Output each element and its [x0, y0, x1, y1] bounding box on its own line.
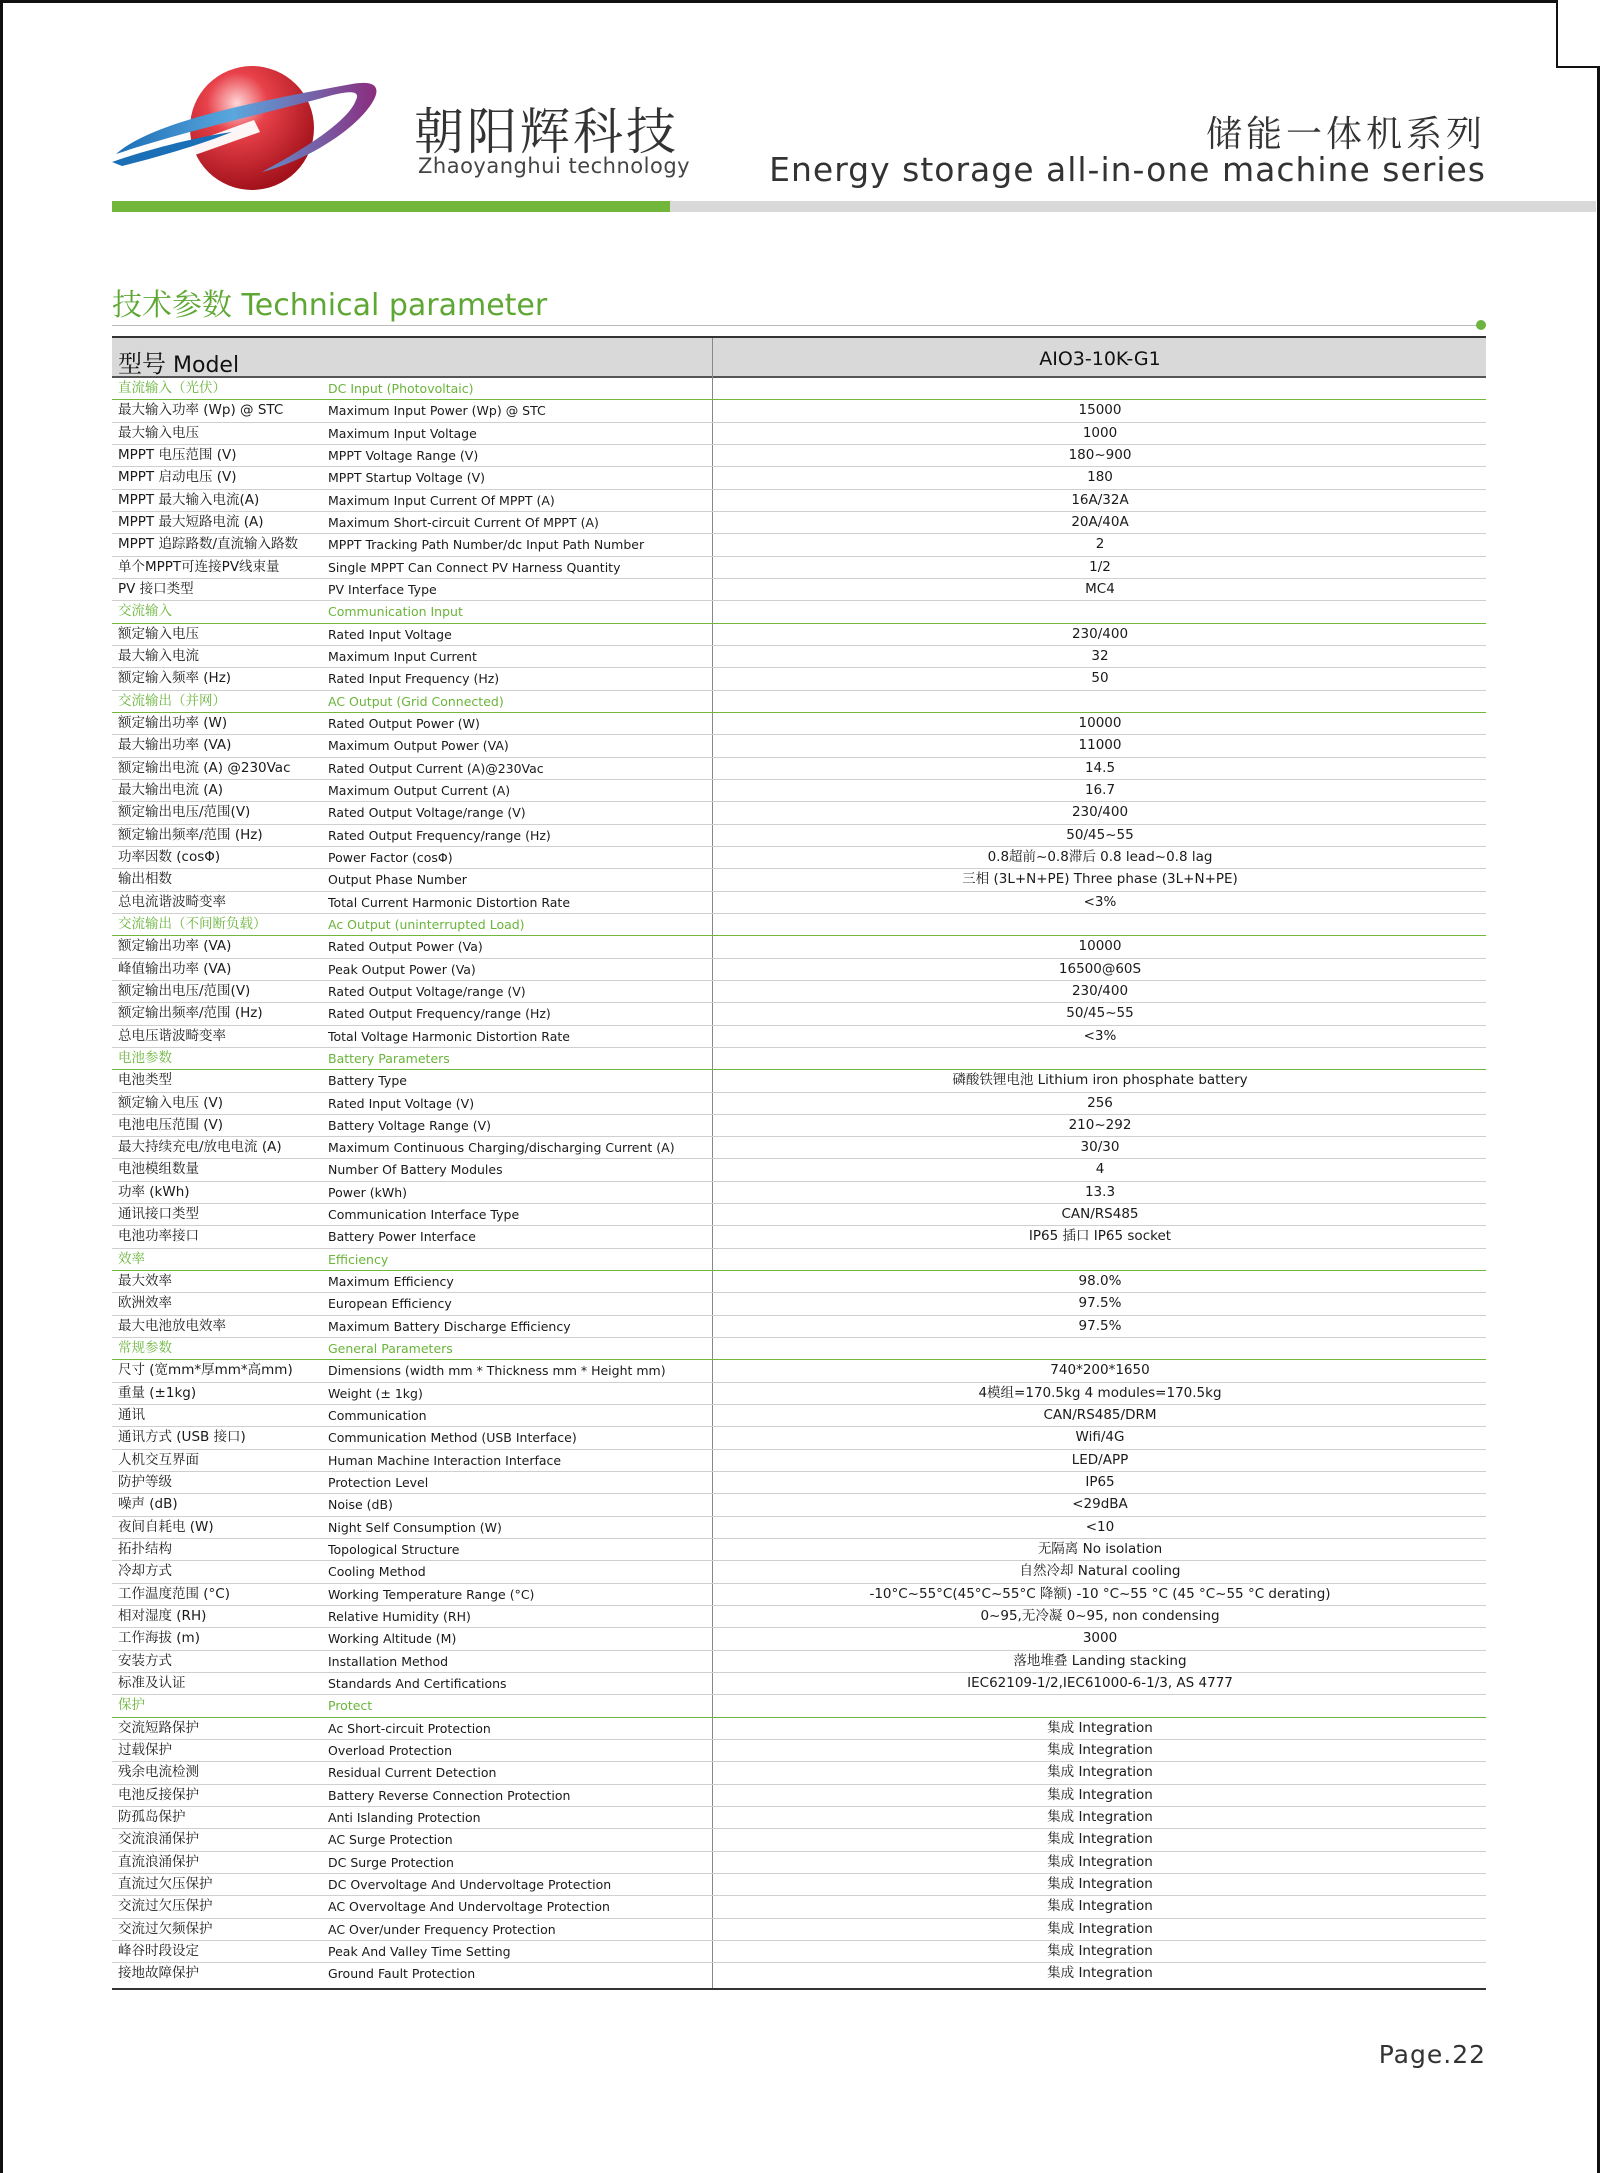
param-name-en: Residual Current Detection — [328, 1765, 497, 1781]
table-row — [112, 1606, 1486, 1628]
table-body — [112, 378, 1486, 1986]
param-name-cn: 防孤岛保护 — [118, 1809, 186, 1825]
table-row — [112, 780, 1486, 802]
table-row — [112, 1159, 1486, 1181]
param-name-en: Power (kWh) — [328, 1184, 408, 1200]
param-value: MC4 — [1085, 580, 1115, 597]
param-name-en: Rated Output Power (W) — [328, 715, 480, 731]
section-header-row — [112, 1695, 1486, 1717]
table-row — [112, 981, 1486, 1003]
param-name-en: Protection Level — [328, 1475, 429, 1491]
param-name-en: Rated Input Frequency (Hz) — [328, 671, 500, 687]
param-name-cn: 电池反接保护 — [118, 1786, 199, 1803]
param-name-en: Maximum Input Current Of MPPT (A) — [328, 492, 555, 508]
param-name-cn: 峰值输出功率 (VA) — [118, 960, 232, 977]
param-name-en: Power Factor (cosΦ) — [328, 849, 453, 865]
param-name-cn: 直流过欠压保护 — [118, 1875, 213, 1892]
param-value: 集成 Integration — [1047, 1786, 1153, 1803]
param-name-en: Number Of Battery Modules — [328, 1162, 503, 1178]
model-header-label — [118, 344, 239, 379]
header-rule-gray — [670, 201, 1596, 212]
param-name-en: Ground Fault Protection — [328, 1966, 476, 1982]
param-name-cn: 额定输出电压/范围(V) — [118, 804, 251, 821]
table-row — [112, 1137, 1486, 1159]
param-name-cn: 总电流谐波畸变率 — [118, 893, 226, 910]
param-value: CAN/RS485 — [1061, 1206, 1139, 1223]
param-value: 13.3 — [1084, 1183, 1116, 1200]
param-name-cn: 残余电流检测 — [118, 1764, 199, 1781]
param-value: 16500@60S — [1058, 960, 1142, 977]
param-name-en: Rated Output Voltage/range (V) — [328, 983, 526, 999]
param-value: <29dBA — [1072, 1496, 1128, 1513]
param-value: <3% — [1083, 1027, 1117, 1044]
param-value: 97.5% — [1078, 1295, 1122, 1312]
section-title: 技术参数 Technical parameter — [112, 288, 548, 323]
table-row — [112, 1316, 1486, 1338]
param-value: 集成 Integration — [1047, 1742, 1153, 1759]
param-value: 集成 Integration — [1047, 1920, 1153, 1937]
param-name-en: AC Overvoltage And Undervoltage Protection — [328, 1899, 610, 1915]
param-name-cn: 额定输出电压/范围(V) — [118, 982, 251, 999]
table-row — [112, 1628, 1486, 1650]
param-value: 10000 — [1078, 938, 1122, 955]
section-header-row — [112, 1338, 1486, 1360]
param-name-en: Human Machine Interaction Interface — [328, 1452, 562, 1468]
table-row — [112, 1383, 1486, 1405]
table-row — [112, 1963, 1486, 1985]
param-name-cn: 交流输入 — [118, 603, 172, 620]
company-logo — [112, 62, 384, 194]
param-name-cn: 工作温度范围 (°C) — [118, 1585, 231, 1602]
param-name-cn: 最大输出电流 (A) — [118, 781, 224, 798]
section-header-row — [112, 378, 1486, 400]
table-row — [112, 1115, 1486, 1137]
param-name-en: Rated Output Power (Va) — [328, 939, 483, 955]
param-name-cn: MPPT 启动电压 (V) — [118, 469, 237, 486]
param-name-cn: PV 接口类型 — [118, 580, 194, 597]
param-name-en: AC Output (Grid Connected) — [328, 693, 504, 709]
param-name-en: Communication Input — [328, 604, 463, 620]
param-name-cn: MPPT 最大输入电流(A) — [118, 491, 260, 508]
table-row — [112, 668, 1486, 690]
param-value: 256 — [1087, 1094, 1113, 1111]
param-name-cn: 通讯方式 (USB 接口) — [118, 1429, 246, 1446]
table-row — [112, 1182, 1486, 1204]
param-value: 三相 (3L+N+PE) Three phase (3L+N+PE) — [962, 871, 1238, 888]
param-name-en: MPPT Tracking Path Number/dc Input Path Number — [328, 537, 645, 553]
param-value: 1000 — [1082, 424, 1118, 441]
param-name-en: Battery Voltage Range (V) — [328, 1117, 491, 1133]
param-name-cn: 安装方式 — [118, 1652, 172, 1669]
param-value: 98.0% — [1078, 1273, 1122, 1290]
param-name-en: Rated Input Voltage — [328, 626, 452, 642]
table-row — [112, 1472, 1486, 1494]
param-name-cn: 最大输入电压 — [118, 424, 199, 441]
table-row — [112, 869, 1486, 891]
brand-name-chinese: 朝阳辉科技 — [414, 103, 679, 161]
param-value: 1/2 — [1089, 558, 1111, 575]
param-name-cn: 单个MPPT可连接PV线束量 — [118, 558, 280, 575]
param-name-cn: 冷却方式 — [118, 1563, 172, 1580]
param-name-en: Anti Islanding Protection — [328, 1810, 481, 1825]
param-name-cn: 夜间自耗电 (W) — [118, 1518, 214, 1535]
param-name-en: Rated Output Current (A)@230Vac — [328, 760, 544, 776]
table-row — [112, 802, 1486, 824]
param-name-cn: 交流浪涌保护 — [118, 1831, 199, 1848]
param-name-cn: 通讯接口类型 — [118, 1206, 199, 1223]
brand-name-english: Zhaoyanghui technology — [418, 154, 691, 178]
table-row — [112, 892, 1486, 914]
param-name-en: Installation Method — [328, 1653, 449, 1669]
table-row — [112, 1026, 1486, 1048]
param-value: 集成 Integration — [1047, 1809, 1153, 1825]
param-name-cn: 标准及认证 — [118, 1675, 186, 1692]
param-value: -10°C~55°C(45°C~55°C 降额) -10 °C~55 °C (45 °C~55 °C derating) — [869, 1585, 1331, 1602]
param-name-en: Maximum Short-circuit Current Of MPPT (A) — [328, 514, 599, 530]
param-value: <10 — [1085, 1518, 1115, 1535]
header-rule-green — [112, 201, 670, 212]
param-value: 集成 Integration — [1047, 1942, 1153, 1959]
table-row — [112, 735, 1486, 757]
param-name-en: Cooling Method — [328, 1564, 426, 1580]
param-name-en: Ac Short-circuit Protection — [328, 1720, 491, 1736]
param-name-en: Maximum Efficiency — [328, 1274, 454, 1290]
table-row — [112, 1093, 1486, 1115]
param-value: IP65 — [1085, 1474, 1115, 1491]
table-row — [112, 512, 1486, 534]
param-name-en: Single MPPT Can Connect PV Harness Quantity — [328, 559, 621, 575]
param-name-cn: 峰谷时段设定 — [118, 1942, 199, 1959]
table-row — [112, 1584, 1486, 1606]
param-value: 落地堆叠 Landing stacking — [1013, 1652, 1187, 1669]
table-row — [112, 713, 1486, 735]
param-value: 180 — [1087, 469, 1113, 486]
table-row — [112, 825, 1486, 847]
table-row — [112, 445, 1486, 467]
param-name-cn: 电池功率接口 — [118, 1228, 199, 1245]
param-name-en: Communication Interface Type — [328, 1207, 520, 1223]
table-row — [112, 1427, 1486, 1449]
model-name: AIO3-10K-G1 — [1039, 348, 1161, 370]
param-name-cn: 噪声 (dB) — [118, 1496, 178, 1513]
table-row — [112, 1405, 1486, 1427]
param-value: 14.5 — [1084, 759, 1116, 776]
param-name-cn: 最大效率 — [118, 1273, 172, 1290]
param-value: 230/400 — [1071, 625, 1129, 642]
param-value: 32 — [1091, 647, 1109, 664]
param-name-cn: 交流过欠频保护 — [118, 1920, 213, 1937]
param-value: 集成 Integration — [1047, 1853, 1153, 1870]
param-name-en: Battery Type — [328, 1073, 407, 1089]
param-name-cn: 通讯 — [118, 1407, 145, 1424]
param-name-cn: 额定输出频率/范围 (Hz) — [118, 826, 263, 843]
param-name-en: Battery Power Interface — [328, 1229, 476, 1245]
param-name-cn: 电池电压范围 (V) — [118, 1116, 224, 1133]
param-name-en: MPPT Startup Voltage (V) — [328, 470, 486, 486]
section-header-row — [112, 914, 1486, 936]
param-name-en: Rated Output Voltage/range (V) — [328, 805, 526, 821]
param-name-cn: 欧洲效率 — [118, 1295, 172, 1312]
param-name-cn: 交流短路保护 — [118, 1719, 199, 1736]
table-row — [112, 1070, 1486, 1092]
page-corner-tab — [1556, 0, 1600, 68]
table-row — [112, 490, 1486, 512]
table-row — [112, 646, 1486, 668]
param-name-en: PV Interface Type — [328, 581, 437, 597]
param-name-cn: 接地故障保护 — [118, 1965, 199, 1982]
table-row — [112, 1561, 1486, 1583]
param-value: 50/45~55 — [1066, 1005, 1134, 1022]
param-value: 0.8超前~0.8滞后 0.8 lead~0.8 lag — [987, 848, 1213, 865]
param-value: 11000 — [1078, 737, 1122, 754]
param-name-cn: 效率 — [118, 1250, 145, 1267]
param-name-en: Protect — [328, 1698, 373, 1714]
table-row — [112, 1651, 1486, 1673]
param-name-cn: 尺寸 (宽mm*厚mm*高mm) — [118, 1362, 293, 1379]
table-row — [112, 1874, 1486, 1896]
param-value: 180~900 — [1068, 446, 1132, 463]
table-row — [112, 1271, 1486, 1293]
table-row — [112, 1941, 1486, 1963]
param-name-en: DC Overvoltage And Undervoltage Protection — [328, 1876, 612, 1892]
param-name-en: MPPT Voltage Range (V) — [328, 447, 479, 463]
param-name-en: Dimensions (width mm * Thickness mm * Height mm) — [328, 1363, 666, 1379]
param-value: 集成 Integration — [1047, 1898, 1153, 1915]
param-name-cn: 直流浪涌保护 — [118, 1853, 199, 1870]
table-row — [112, 936, 1486, 958]
param-name-en: Communication — [328, 1408, 427, 1424]
table-row — [112, 1807, 1486, 1829]
param-value: 50 — [1091, 670, 1109, 687]
section-header-row — [112, 1048, 1486, 1070]
param-name-en: Working Temperature Range (°C) — [328, 1586, 535, 1602]
param-name-en: Relative Humidity (RH) — [328, 1609, 471, 1625]
table-row — [112, 1762, 1486, 1784]
param-name-cn: 保护 — [118, 1697, 145, 1714]
table-row — [112, 1785, 1486, 1807]
param-name-en: Total Current Harmonic Distortion Rate — [328, 894, 571, 910]
param-name-en: Efficiency — [328, 1251, 389, 1267]
param-name-cn: 拓扑结构 — [118, 1541, 172, 1558]
param-name-cn: 输出相数 — [118, 871, 172, 888]
param-value: 15000 — [1078, 402, 1122, 419]
param-name-en: Overload Protection — [328, 1743, 452, 1759]
param-name-cn: MPPT 追踪路数/直流输入路数 — [118, 536, 299, 553]
param-value: 无隔离 No isolation — [1037, 1541, 1163, 1558]
param-value: 16.7 — [1084, 781, 1116, 798]
param-value: 集成 Integration — [1047, 1875, 1153, 1892]
param-name-cn: 最大电池放电效率 — [118, 1317, 226, 1334]
title-dot — [1476, 320, 1486, 330]
param-name-en: Working Altitude (M) — [328, 1631, 457, 1647]
table-row — [112, 624, 1486, 646]
param-name-en: Maximum Continuous Charging/discharging Current (A) — [328, 1140, 675, 1156]
param-name-cn: 工作海拔 (m) — [118, 1630, 200, 1647]
series-title-chinese: 储能一体机系列 — [1205, 114, 1486, 155]
table-row — [112, 1204, 1486, 1226]
param-name-cn: 最大输出功率 (VA) — [118, 737, 232, 754]
spec-table — [112, 336, 1486, 1990]
param-name-en: Topological Structure — [328, 1542, 460, 1558]
param-name-en: Rated Input Voltage (V) — [328, 1095, 475, 1111]
table-row — [112, 1718, 1486, 1740]
param-value: CAN/RS485/DRM — [1043, 1407, 1157, 1424]
table-row — [112, 1896, 1486, 1918]
model-header-cn: 型号 — [118, 350, 166, 378]
param-value: 集成 Integration — [1047, 1831, 1153, 1848]
param-name-en: Maximum Output Current (A) — [328, 782, 511, 798]
param-name-en: Peak And Valley Time Setting — [328, 1943, 511, 1959]
param-value: 30/30 — [1080, 1139, 1120, 1156]
param-name-cn: 额定输出功率 (VA) — [118, 938, 232, 955]
param-name-en: Battery Reverse Connection Protection — [328, 1787, 571, 1803]
param-name-cn: MPPT 最大短路电流 (A) — [118, 513, 264, 530]
table-row — [112, 1740, 1486, 1762]
param-name-cn: 直流输入（光伏） — [118, 380, 226, 396]
table-row — [112, 1829, 1486, 1851]
param-name-en: Standards And Certifications — [328, 1676, 507, 1692]
param-value: Wifi/4G — [1075, 1429, 1125, 1446]
table-row — [112, 400, 1486, 422]
section-header-row — [112, 691, 1486, 713]
param-value: 2 — [1095, 536, 1105, 553]
param-name-cn: 防护等级 — [118, 1474, 172, 1491]
param-value: 10000 — [1078, 714, 1122, 731]
series-title-english: Energy storage all-in-one machine series — [769, 150, 1486, 189]
param-name-cn: 额定输出电流 (A) @230Vac — [118, 759, 291, 776]
param-value: LED/APP — [1071, 1451, 1129, 1468]
param-name-cn: 交流输出（不间断负载） — [118, 915, 267, 932]
table-row — [112, 467, 1486, 489]
param-name-cn: 总电压谐波畸变率 — [118, 1027, 226, 1044]
param-name-cn: 相对湿度 (RH) — [118, 1608, 207, 1625]
param-value: 230/400 — [1071, 804, 1129, 821]
page-number: Page.22 — [1378, 2040, 1486, 2069]
table-row — [112, 423, 1486, 445]
param-name-en: Maximum Input Current — [328, 648, 477, 664]
param-name-en: Rated Output Frequency/range (Hz) — [328, 1006, 551, 1022]
title-divider — [112, 325, 1480, 326]
param-name-en: Maximum Output Power (VA) — [328, 738, 509, 754]
param-name-en: Output Phase Number — [328, 872, 467, 888]
param-name-cn: 人机交互界面 — [118, 1451, 199, 1468]
table-header — [112, 338, 1486, 378]
param-name-en: Night Self Consumption (W) — [328, 1519, 502, 1535]
param-value: 20A/40A — [1071, 513, 1129, 530]
section-header-row — [112, 601, 1486, 623]
param-name-en: Weight (± 1kg) — [328, 1385, 423, 1401]
table-row — [112, 534, 1486, 556]
table-row — [112, 959, 1486, 981]
param-name-en: DC Surge Protection — [328, 1854, 454, 1870]
param-value: 97.5% — [1078, 1317, 1122, 1334]
param-name-en: Communication Method (USB Interface) — [328, 1430, 577, 1446]
param-name-cn: 额定输出功率 (W) — [118, 714, 228, 731]
param-name-cn: 功率 (kWh) — [118, 1183, 190, 1200]
table-row — [112, 1517, 1486, 1539]
param-name-cn: 额定输出频率/范围 (Hz) — [118, 1005, 263, 1022]
param-name-en: Peak Output Power (Va) — [328, 961, 476, 977]
param-value: 磷酸铁锂电池 Lithium iron phosphate battery — [952, 1072, 1248, 1089]
param-value: 50/45~55 — [1066, 826, 1134, 843]
param-name-cn: 常规参数 — [118, 1340, 172, 1357]
param-value: IP65 插口 IP65 socket — [1028, 1228, 1172, 1245]
table-row — [112, 579, 1486, 601]
table-row — [112, 557, 1486, 579]
param-name-cn: 最大输入电流 — [118, 647, 199, 664]
table-row — [112, 1919, 1486, 1941]
param-value: 4 — [1095, 1161, 1105, 1178]
param-name-cn: 交流过欠压保护 — [118, 1898, 213, 1915]
param-value: 4模组=170.5kg 4 modules=170.5kg — [978, 1384, 1222, 1401]
table-row — [112, 1293, 1486, 1315]
table-row — [112, 1226, 1486, 1248]
param-name-cn: 重量 (±1kg) — [118, 1384, 197, 1401]
table-row — [112, 1539, 1486, 1561]
param-value: 集成 Integration — [1047, 1719, 1153, 1736]
param-name-cn: 电池类型 — [118, 1072, 172, 1089]
param-value: 16A/32A — [1071, 491, 1129, 508]
model-header-en: Model — [173, 353, 240, 378]
param-value: 自然冷却 Natural cooling — [1019, 1563, 1181, 1580]
param-name-cn: 额定输入电压 — [118, 625, 199, 642]
param-name-en: Total Voltage Harmonic Distortion Rate — [328, 1028, 570, 1044]
param-name-en: Maximum Input Voltage — [328, 425, 477, 441]
param-name-en: DC Input (Photovoltaic) — [328, 381, 474, 396]
param-value: 集成 Integration — [1047, 1764, 1153, 1781]
param-name-en: Maximum Input Power (Wp) @ STC — [328, 403, 546, 419]
table-row — [112, 1003, 1486, 1025]
param-value: 740*200*1650 — [1050, 1362, 1150, 1379]
param-name-cn: 额定输入频率 (Hz) — [118, 670, 232, 687]
param-name-cn: 电池模组数量 — [118, 1161, 199, 1178]
param-name-en: General Parameters — [328, 1341, 453, 1357]
param-name-en: AC Over/under Frequency Protection — [328, 1921, 556, 1937]
param-name-cn: 额定输入电压 (V) — [118, 1094, 224, 1111]
param-value: 3000 — [1082, 1630, 1118, 1647]
param-value: 230/400 — [1071, 982, 1129, 999]
param-name-cn: 最大持续充电/放电电流 (A) — [118, 1139, 282, 1156]
param-name-cn: 电池参数 — [118, 1049, 172, 1066]
table-row — [112, 1673, 1486, 1695]
table-row — [112, 1494, 1486, 1516]
table-row — [112, 758, 1486, 780]
param-value: 集成 Integration — [1047, 1965, 1153, 1982]
param-name-en: Maximum Battery Discharge Efficiency — [328, 1318, 571, 1334]
table-row — [112, 1852, 1486, 1874]
param-name-cn: 过载保护 — [118, 1742, 172, 1759]
param-name-cn: 交流输出（并网） — [118, 692, 226, 709]
param-name-cn: MPPT 电压范围 (V) — [118, 446, 237, 463]
param-name-en: Rated Output Frequency/range (Hz) — [328, 827, 551, 843]
param-name-en: Battery Parameters — [328, 1050, 450, 1066]
param-name-en: Ac Output (uninterrupted Load) — [328, 916, 525, 932]
param-value: 210~292 — [1068, 1116, 1132, 1133]
param-value: 0~95,无冷凝 0~95, non condensing — [980, 1608, 1220, 1625]
table-row — [112, 1450, 1486, 1472]
param-name-en: AC Surge Protection — [328, 1832, 453, 1848]
table-row — [112, 1360, 1486, 1382]
param-name-en: European Efficiency — [328, 1296, 452, 1312]
table-row — [112, 847, 1486, 869]
param-name-en: Noise (dB) — [328, 1497, 393, 1513]
param-name-cn: 功率因数 (cosΦ) — [118, 848, 221, 865]
param-value: <3% — [1083, 893, 1117, 910]
param-value: IEC62109-1/2,IEC61000-6-1/3, AS 4777 — [967, 1675, 1233, 1692]
section-header-row — [112, 1249, 1486, 1271]
param-name-cn: 最大输入功率 (Wp) @ STC — [118, 402, 284, 419]
